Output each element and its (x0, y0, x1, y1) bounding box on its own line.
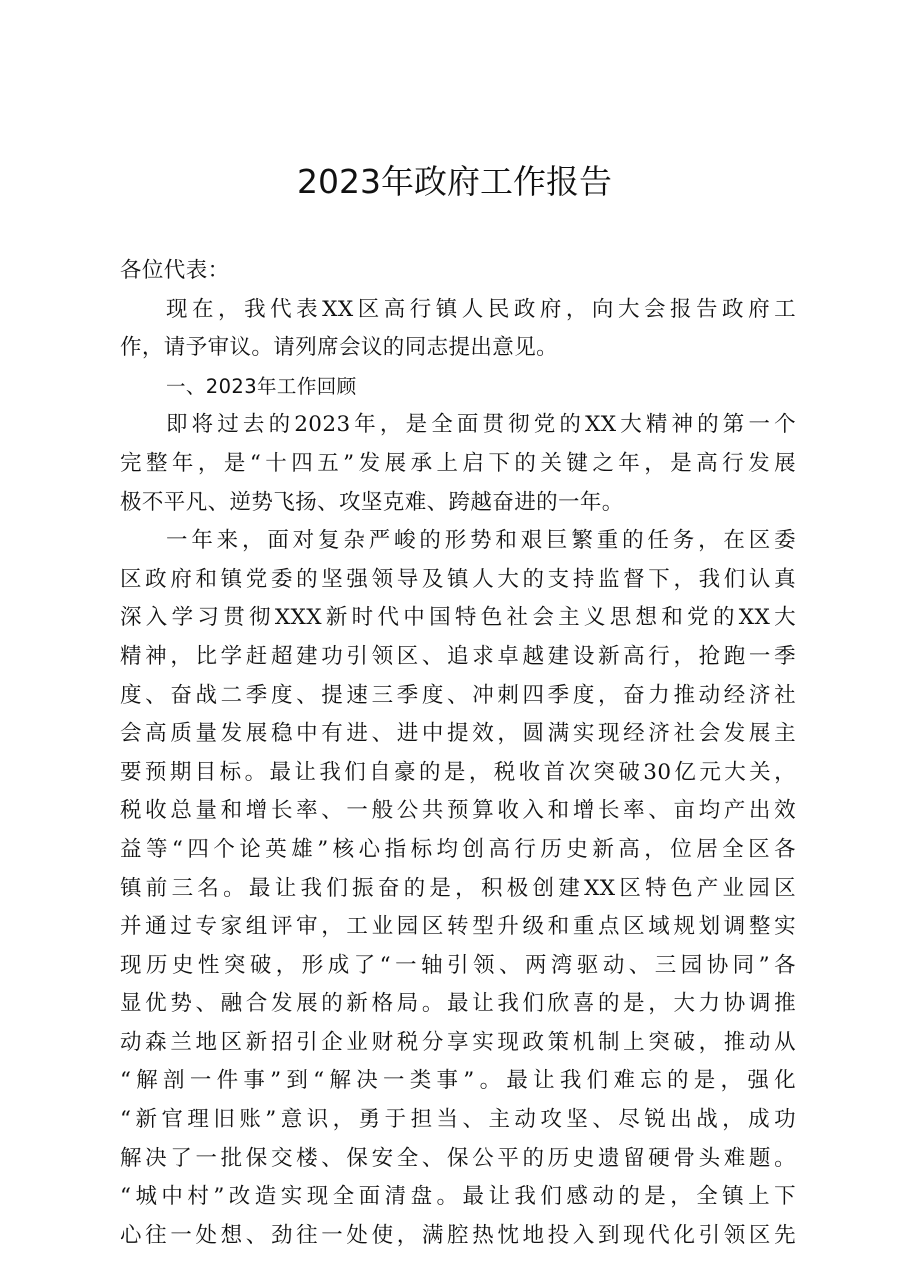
paragraph-line: 现历史性突破，形成了“一轴引领、两湾驱动、三园协同”各 (120, 952, 796, 978)
paragraph-line: 动森兰地区新招引企业财税分享实现政策机制上突破，推动从 (120, 1029, 796, 1055)
paragraph-line: 精神，比学赶超建功引领区、追求卓越建设新高行，抢跑一季 (120, 643, 796, 669)
paragraph-line: “解剖一件事”到“解决一类事”。最让我们难忘的是，强化 (120, 1068, 796, 1094)
section-heading: 一、2023年工作回顾 (166, 374, 357, 398)
paragraph-line: 度、奋战二季度、提速三季度、冲刺四季度，奋力推动经济社 (120, 682, 796, 708)
document-title: 2023年政府工作报告 (297, 162, 612, 201)
paragraph-line: 心往一处想、劲往一处使，满腔热忱地投入到现代化引领区先 (120, 1222, 796, 1248)
paragraph-line: 现在，我代表XX区高行镇人民政府，向大会报告政府工 (166, 296, 796, 322)
paragraph-line: “新官理旧账”意识，勇于担当、主动攻坚、尽锐出战，成功 (120, 1107, 796, 1133)
paragraph-line: 极不平凡、逆势飞扬、攻坚克难、跨越奋进的一年。 (120, 489, 624, 515)
paragraph-line: 税收总量和增长率、一般公共预算收入和增长率、亩均产出效 (120, 798, 796, 824)
document-body (120, 252, 796, 1255)
paragraph-line: 解决了一批保交楼、保安全、保公平的历史遗留硬骨头难题。 (120, 1145, 796, 1171)
paragraph-line: 即将过去的2023年，是全面贯彻党的XX大精神的第一个 (166, 412, 796, 438)
paragraph-line: 会高质量发展稳中有进、进中提效，圆满实现经济社会发展主 (120, 721, 796, 747)
paragraph-line: “城中村”改造实现全面清盘。最让我们感动的是，全镇上下 (120, 1184, 796, 1210)
paragraph-line: 一年来，面对复杂严峻的形势和艰巨繁重的任务，在区委 (166, 528, 796, 554)
paragraph-line: 区政府和镇党委的坚强领导及镇人大的支持监督下，我们认真 (120, 566, 796, 592)
paragraph-line: 作，请予审议。请列席会议的同志提出意见。 (120, 335, 559, 361)
paragraph-line: 益等“四个论英雄”核心指标均创高行历史新高，位居全区各 (120, 836, 796, 862)
paragraph-line: 并通过专家组评审，工业园区转型升级和重点区域规划调整实 (120, 914, 796, 940)
paragraph-line: 镇前三名。最让我们振奋的是，积极创建XX区特色产业园区 (120, 875, 796, 901)
paragraph-line: 要预期目标。最让我们自豪的是，税收首次突破30亿元大关， (120, 759, 796, 785)
paragraph-line: 深入学习贯彻XXX新时代中国特色社会主义思想和党的XX大 (120, 605, 796, 631)
paragraph-line: 显优势、融合发展的新格局。最让我们欣喜的是，大力协调推 (120, 991, 796, 1017)
salutation-line: 各位代表： (120, 258, 230, 283)
paragraph-line: 完整年，是“十四五”发展承上启下的关键之年，是高行发展 (120, 450, 796, 476)
